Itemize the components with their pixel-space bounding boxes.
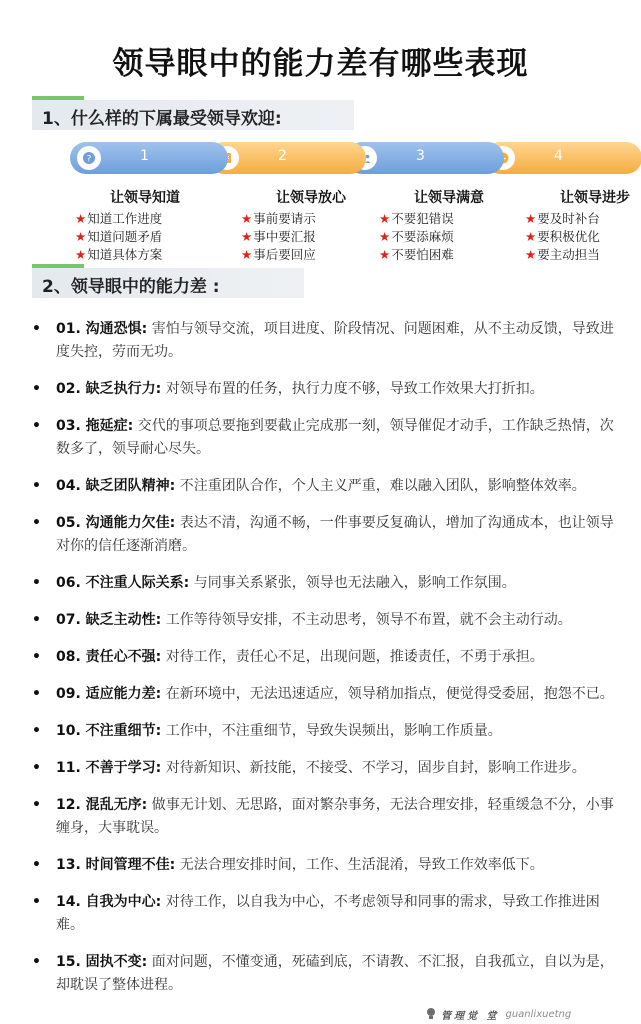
star-icon: ★: [379, 247, 391, 262]
list-item: • 15. 固执不变: 面对问题，不懂变通，死磕到底，不请教、不汇报，自我孤立，自以为是，却耽误了整体进程。: [30, 951, 625, 997]
behavior-list: [30, 318, 625, 1011]
bullet-icon: •: [32, 723, 41, 739]
bullet-icon: •: [32, 857, 41, 873]
page-title: 领导眼中的能力差有哪些表现: [112, 46, 529, 82]
star-icon: ★: [75, 211, 87, 226]
list-item: • 13. 时间管理不佳: 无法合理安排时间，工作、生活混淆，导致工作效率低下。: [30, 854, 625, 877]
column-item: ★不要犯错误: [379, 211, 454, 226]
list-item: • 06. 不注重人际关系: 与同事关系紧张，领导也无法融入，影响工作氛围。: [30, 572, 625, 595]
column-item: ★要及时补台: [525, 211, 600, 226]
list-item: • 10. 不注重细节: 工作中，不注重细节，导致失误频出，影响工作质量。: [30, 720, 625, 743]
bullet-icon: •: [32, 760, 41, 776]
list-item: • 14. 自我为中心: 对待工作，以自我为中心，不考虑领导和同事的需求，导致工作推进困难。: [30, 891, 625, 937]
column-3: [379, 187, 519, 264]
watermark-subtext: guanlixuetng: [505, 1008, 572, 1020]
section-title-2: 2、领导眼中的能力差 :: [42, 277, 220, 297]
column-item: ★事后要回应: [241, 247, 316, 262]
star-icon: ★: [525, 229, 537, 244]
step-number: 3: [416, 148, 425, 164]
star-icon: ★: [241, 229, 253, 244]
bullet-icon: •: [32, 797, 41, 813]
column-heading: 让领导满意: [414, 190, 484, 206]
question-icon: [77, 146, 101, 170]
star-icon: ★: [241, 211, 253, 226]
bullet-icon: •: [32, 321, 41, 337]
step-number: 1: [140, 148, 149, 164]
list-item: • 03. 拖延症: 交代的事项总要拖到要截止完成那一刻，领导催促才动手，工作缺乏热情，次数多了，领导耐心尽失。: [30, 415, 625, 461]
column-heading: 让领导知道: [110, 190, 180, 206]
column-item: ★不要添麻烦: [379, 229, 454, 244]
column-item: ★知道具体方案: [75, 247, 163, 262]
star-icon: ★: [75, 229, 87, 244]
bullet-icon: •: [32, 418, 41, 434]
column-1: [75, 187, 215, 264]
star-icon: ★: [75, 247, 87, 262]
step-1: [70, 142, 228, 174]
lightbulb-icon: [425, 1007, 437, 1021]
list-item: • 05. 沟通能力欠佳: 表达不清，沟通不畅，一件事要反复确认，增加了沟通成本，也让领导对你的信任逐渐消磨。: [30, 512, 625, 558]
column-4: [525, 187, 641, 264]
list-item: • 09. 适应能力差: 在新环境中，无法迅速适应，领导稍加指点，便觉得受委屈，抱怨不已。: [30, 683, 625, 706]
column-item: ★要积极优化: [525, 229, 600, 244]
column-item: ★知道问题矛盾: [75, 229, 163, 244]
list-item: • 07. 缺乏主动性: 工作等待领导安排，不主动思考，领导不布置，就不会主动行动。: [30, 609, 625, 632]
section-header-2: [32, 264, 304, 298]
svg-text:?: ?: [86, 154, 92, 165]
star-icon: ★: [379, 211, 391, 226]
column-2: [241, 187, 381, 264]
star-icon: ★: [379, 229, 391, 244]
watermark: [425, 1006, 571, 1022]
step-3: [346, 142, 504, 174]
column-item: ★事前要请示: [241, 211, 316, 226]
watermark-text: 管理觉 堂: [441, 1010, 500, 1022]
column-heading: 让领导进步: [560, 190, 630, 206]
step-columns: [75, 187, 641, 265]
step-2: [208, 142, 366, 174]
star-icon: ★: [525, 211, 537, 226]
list-item: • 08. 责任心不强: 对待工作，责任心不足，出现问题，推诿责任，不勇于承担。: [30, 646, 625, 669]
bullet-icon: •: [32, 894, 41, 910]
bullet-icon: •: [32, 381, 41, 397]
step-number: 2: [278, 148, 287, 164]
column-heading: 让领导放心: [276, 190, 346, 206]
steps-track: [70, 142, 636, 174]
list-item: • 02. 缺乏执行力: 对领导布置的任务，执行力度不够，导致工作效果大打折扣。: [30, 378, 625, 401]
bullet-icon: •: [32, 515, 41, 531]
bullet-icon: •: [32, 478, 41, 494]
bullet-icon: •: [32, 612, 41, 628]
section-title-1: 1、什么样的下属最受领导欢迎:: [42, 109, 282, 129]
star-icon: ★: [525, 247, 537, 262]
column-item: ★知道工作进度: [75, 211, 163, 226]
bullet-icon: •: [32, 649, 41, 665]
column-item: ★不要怕困难: [379, 247, 454, 262]
bullet-icon: •: [32, 954, 41, 970]
list-item: • 04. 缺乏团队精神: 不注重团队合作，个人主义严重，难以融入团队，影响整体效率。: [30, 475, 625, 498]
star-icon: ★: [241, 247, 253, 262]
list-item: • 12. 混乱无序: 做事无计划、无思路，面对繁杂事务，无法合理安排，轻重缓急不分，小事缠身，大事耽误。: [30, 794, 625, 840]
section-header-1: [32, 96, 354, 130]
list-item: • 01. 沟通恐惧: 害怕与领导交流，项目进度、阶段情况、问题困难，从不主动反馈，导致进度失控，劳而无功。: [30, 318, 625, 364]
column-item: ★事中要汇报: [241, 229, 316, 244]
column-item: ★要主动担当: [525, 247, 600, 262]
bullet-icon: •: [32, 575, 41, 591]
step-number: 4: [554, 148, 563, 164]
list-item: • 11. 不善于学习: 对待新知识、新技能，不接受、不学习，固步自封，影响工作进步。: [30, 757, 625, 780]
bullet-icon: •: [32, 686, 41, 702]
step-4: [484, 142, 641, 174]
